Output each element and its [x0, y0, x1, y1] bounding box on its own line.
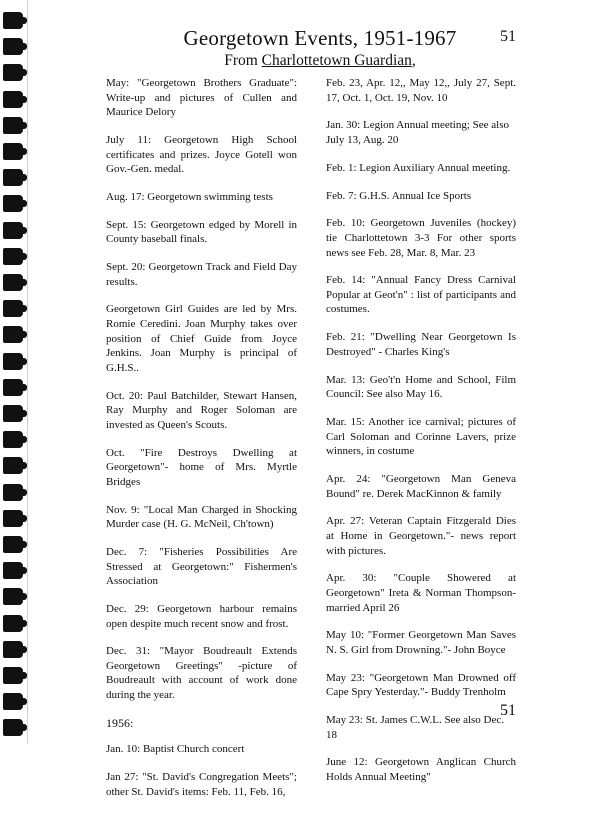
binding-ring — [3, 641, 23, 658]
binding-ring — [3, 615, 23, 632]
page-edge — [27, 0, 28, 744]
event-entry: Dec. 29: Georgetown harbour remains open despite much recent snow and frost. — [106, 602, 297, 630]
binding-ring — [3, 536, 23, 553]
event-entry: Apr. 27: Veteran Captain Fitzgerald Dies at Home in Georgetown."- news report with pictures. — [326, 515, 516, 557]
page-number-bottom: 51 — [500, 702, 516, 719]
binding-ring — [3, 484, 23, 501]
binding-ring — [3, 719, 23, 736]
binding-ring — [3, 353, 23, 370]
binding-ring — [3, 562, 23, 579]
event-entry: Dec. 31: "Mayor Boudreault Extends Georgetown Greetings" -picture of Boudreault with account of work done during the year. — [106, 645, 297, 702]
binding-ring — [3, 169, 23, 186]
binding-ring — [3, 195, 23, 212]
binding-ring — [3, 667, 23, 684]
binding-ring — [3, 117, 23, 134]
binding-ring — [3, 431, 23, 448]
event-entry: Oct. "Fire Destroys Dwelling at Georgetown"- home of Mrs. Myrtle Bridges — [106, 446, 297, 488]
binding-ring — [3, 510, 23, 527]
newspaper-name: Charlottetown Guardian — [261, 52, 412, 69]
event-entry: Aug. 17: Georgetown swimming tests — [106, 190, 273, 203]
binding-ring — [3, 300, 23, 317]
binding-ring — [3, 693, 23, 710]
binding-ring — [3, 405, 23, 422]
event-entry: Oct. 20: Paul Batchilder, Stewart Hansen, Ray Murphy and Roger Soloman are invested as Queen's Scouts. — [106, 389, 297, 431]
event-entry: May: "Georgetown Brothers Graduate": Write-up and pictures of Cullen and Maurice Delory — [106, 77, 297, 119]
event-entry: Feb. 10: Georgetown Juveniles (hockey) tie Charlottetown 3-3 For other sports news see Feb. 28, Mar. 8, Mar. 23 — [326, 217, 516, 259]
event-entry: Jan. 10: Baptist Church concert — [106, 743, 245, 756]
event-entry: May 23: St. James C.W.L. See also Dec. 18 — [326, 714, 505, 741]
event-entry: Georgetown Girl Guides are led by Mrs. Romie Ceredini. Joan Murphy takes over position of Chief Guide from Joyce Jenkins. Joan Murphy is principal of G.H.S.. — [106, 303, 297, 374]
event-entry: Feb. 23, Apr. 12,, May 12,, July 27, Sept. 17, Oct. 1, Oct. 19, Nov. 10 — [326, 77, 516, 104]
event-entry: June 12: Georgetown Anglican Church Holds Annual Meeting" — [326, 756, 516, 783]
subtitle-prefix: From — [224, 52, 262, 69]
binding-ring — [3, 222, 23, 239]
page-subtitle — [40, 52, 600, 70]
year-heading: 1956: — [106, 715, 134, 730]
event-entry: Feb. 14: "Annual Fancy Dress Carnival Popular at Geot'n" : list of participants and costumes. — [326, 274, 516, 316]
event-entry: Sept. 20: Georgetown Track and Field Day results. — [106, 261, 297, 288]
binding-ring — [3, 326, 23, 343]
event-entry: Mar. 15: Another ice carnival; pictures of Carl Soloman and Corinne Lavers, prize winners, in costume — [326, 416, 516, 458]
binding-ring — [3, 379, 23, 396]
event-entry: Dec. 7: "Fisheries Possibilities Are Stressed at Georgetown:" Fishermen's Association — [106, 545, 297, 588]
event-entry: Jan. 30: Legion Annual meeting; See also July 13, Aug. 20 — [326, 119, 509, 146]
left-column — [106, 76, 297, 813]
event-entry: Feb. 21: "Dwelling Near Georgetown Is Destroyed" - Charles King's — [326, 331, 516, 358]
subtitle-suffix: , — [411, 52, 416, 69]
binding-ring — [3, 91, 23, 108]
spiral-binding — [0, 0, 26, 744]
event-entry: Feb. 7: G.H.S. Annual Ice Sports — [326, 189, 472, 202]
event-entry: Mar. 13: Geo't'n Home and School, Film Council: See also May 16. — [326, 373, 516, 401]
binding-ring — [3, 143, 23, 160]
binding-ring — [3, 248, 23, 265]
event-entry: May 23: "Georgetown Man Drowned off Cape Spry Yesterday."- Buddy Trenholm — [326, 671, 516, 699]
binding-ring — [3, 457, 23, 474]
event-entry: Sept. 15: Georgetown edged by Morell in County baseball finals. — [106, 218, 297, 246]
page-number-top: 51 — [500, 28, 516, 45]
event-entry: Apr. 30: "Couple Showered at Georgetown" Ireta & Norman Thompson- married April 26 — [326, 572, 516, 614]
event-entry: Jan 27: "St. David's Congregation Meets"; other St. David's items: Feb. 11, Feb. 16, — [106, 771, 297, 798]
event-entry: July 11: Georgetown High School certificates and prizes. Joyce Gotell won Gov.-Gen. medal. — [106, 133, 297, 176]
event-entry: Nov. 9: "Local Man Charged in Shocking Murder case (H. G. McNeil, Ch'town) — [106, 503, 297, 531]
binding-ring — [3, 588, 23, 605]
page-title: Georgetown Events, 1951-1967 — [183, 26, 457, 50]
event-entry: Feb. 1: Legion Auxiliary Annual meeting. — [326, 161, 511, 174]
event-entry: Apr. 24: "Georgetown Man Geneva Bound" re. Derek MacKinnon & family — [326, 472, 516, 500]
event-entry: May 10: "Former Georgetown Man Saves N. S. Girl from Drowning."- John Boyce — [326, 629, 516, 656]
right-column — [326, 76, 516, 798]
binding-ring — [3, 274, 23, 291]
